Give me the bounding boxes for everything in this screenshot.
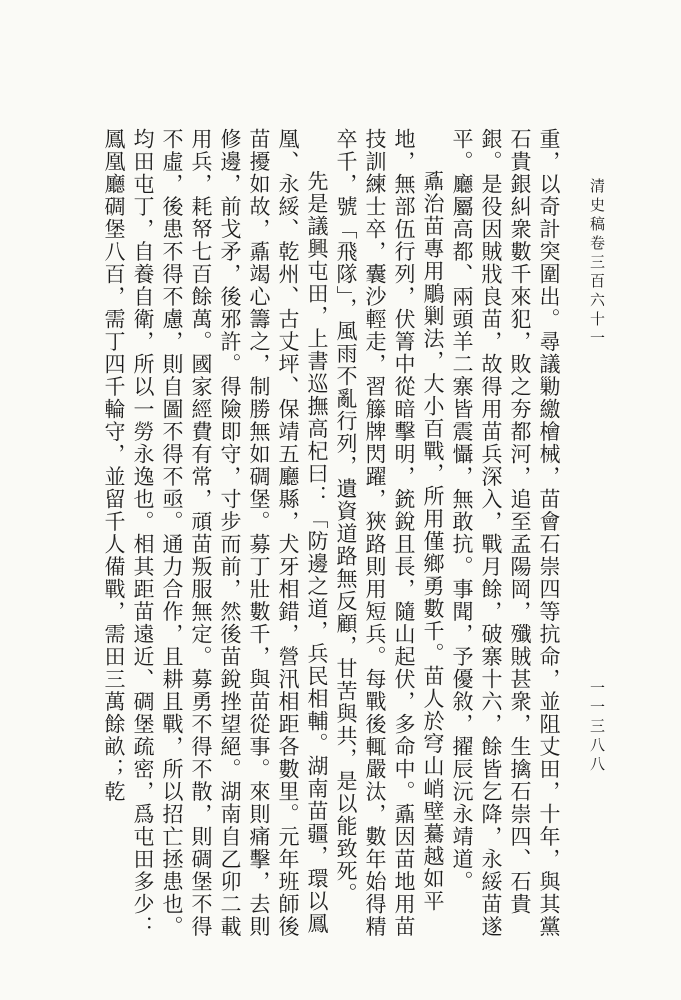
paragraph: 鼒治苗專用鵰剿法，大小百戰，所用僅鄉勇數千。苗人於穹山峭壁驀越如平地，無部伍行列，伏箐中從暗擊明，銃銳且長，隨山起伏，多命中。鼒因苗地用苗技訓練士卒，囊沙輕走，習籐牌閃躍，狹路則用短兵。每戰後輒嚴汰，數年始得精卒千，號「飛隊」，風雨不亂行列，遺資道路無反顧，甘苦與共，是以能致死。 bbox=[334, 128, 445, 938]
paragraph: 重，以奇計突圍出。尋議勦繳檜械，苗會石崇四等抗命，並阻丈田，十年，與其黨石貴銀糾衆數千來犯，敗之夯都河，追至孟陽岡，殲賊甚衆，生擒石崇四、石貴銀。是役因賊戕良苗，故得用苗兵深入，戰月餘，破寨十六，餘皆乞降，永綏苗遂平。廳屬高都、兩頭羊二寨皆震懾，無敢抗。事聞，予優敘，擢辰沅永靖道。 bbox=[450, 128, 561, 938]
book-title-header: 清史稿卷三百六十一 bbox=[588, 178, 606, 349]
body-text bbox=[77, 128, 563, 950]
page-number: 一一三八八 bbox=[588, 680, 606, 775]
paragraph: 先是議興屯田，上書巡撫高杞曰：「防邊之道，兵民相輔。湖南苗疆，環以鳳凰、永綏、乾州、古丈坪、保靖五廳縣，犬牙相錯，營汛相距各數里。元年班師後苗擾如故，鼒竭心籌之，制勝無如碉堡。募丁壯數千，與苗從事。來則痛擊，去則修邊，前戈矛，後邪許。得險即守，寸步而前，然後苗銳挫望絕。湖南自乙卯二載用兵，耗帑七百餘萬。國家經費有常，頑苗叛服無定。募勇不得不散，則碉堡不得不虛，後患不得不慮，則自圖不得不亟。通力合作，且耕且戰，所以招亡拯患也。均田屯丁，自養自衛，所以一勞永逸也。相其距苗遠近、碉堡疏密，爲屯田多少：鳳凰廳碉堡八百，需丁四千輪守，並留千人備戰，需田三萬餘畝；乾 bbox=[102, 128, 329, 938]
